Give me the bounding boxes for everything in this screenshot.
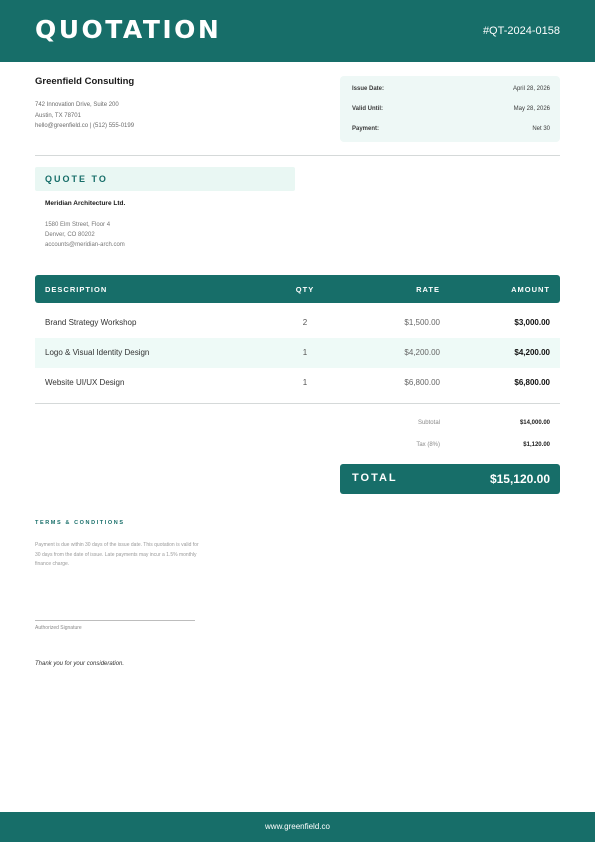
column-header-amount: AMOUNT [511,285,550,294]
meta-value: Net 30 [532,126,550,132]
item-description: Logo & Visual Identity Design [45,348,150,357]
meta-label: Payment: [352,126,380,132]
section-divider [35,155,560,156]
item-amount: $6,800.00 [514,378,550,387]
item-qty: 2 [302,318,308,327]
footer-bar [0,812,595,842]
signature-line [35,620,195,621]
table-bottom-divider [35,403,560,404]
column-header-description: DESCRIPTION [45,285,108,294]
company-address-line: Austin, TX 78701 [35,113,81,119]
meta-value: April 28, 2026 [512,86,550,92]
company-name: Greenfield Consulting [35,76,135,87]
quote-to-title: QUOTE TO [45,174,108,184]
column-header-rate: RATE [416,285,440,294]
client-name: Meridian Architecture Ltd. [45,200,126,207]
client-address-line: Denver, CO 80202 [45,232,95,238]
item-description: Brand Strategy Workshop [45,318,137,327]
meta-row-valid-until [352,106,550,116]
table-row [35,308,560,338]
meta-row-issue-date [352,86,550,96]
total-box [340,464,560,494]
thank-you-note: Thank you for your consideration. [35,661,125,667]
item-qty: 1 [302,348,308,357]
quote-meta-box [340,76,560,142]
terms-title: TERMS & CONDITIONS [35,520,125,526]
meta-value: May 28, 2026 [513,106,550,112]
total-value: $15,120.00 [489,472,550,486]
header-bar [0,0,595,62]
item-amount: $3,000.00 [514,318,550,327]
item-description: Website UI/UX Design [45,378,125,387]
company-contact-line: hello@greenfield.co | (512) 555-0199 [35,123,135,129]
subtotal-label: Subtotal [417,420,440,426]
column-header-qty: QTY [295,285,315,294]
company-address-line: 742 Innovation Drive, Suite 200 [35,102,119,108]
items-table-header [35,275,560,303]
table-row [35,338,560,368]
item-rate: $6,800.00 [404,378,440,387]
meta-label: Valid Until: [352,106,384,112]
tax-label: Tax (8%) [416,442,440,448]
quote-to-heading-bar [35,167,295,191]
item-amount: $4,200.00 [514,348,550,357]
client-email: accounts@meridian-arch.com [45,242,125,248]
document-title: QUOTATION [35,15,222,44]
tax-value: $1,120.00 [523,442,550,448]
table-row [35,368,560,398]
terms-text: Payment is due within 30 days of the issue date. This quotation is valid for 30 days from the date of issue. Late payments may incur a 1.5% monthly finance charge. [35,542,199,567]
tax-row [340,442,560,454]
item-rate: $4,200.00 [404,348,440,357]
meta-label: Issue Date: [352,86,385,92]
item-rate: $1,500.00 [404,318,440,327]
total-label: TOTAL [352,472,398,484]
meta-row-payment [352,126,550,136]
quote-number: #QT-2024-0158 [482,25,560,37]
client-address-line: 1580 Elm Street, Floor 4 [45,222,111,228]
subtotal-value: $14,000.00 [519,420,550,426]
signature-label: Authorized Signature [35,625,82,631]
subtotal-row [340,420,560,432]
item-qty: 1 [302,378,308,387]
footer-website-link[interactable]: www.greenfield.co [265,822,330,831]
